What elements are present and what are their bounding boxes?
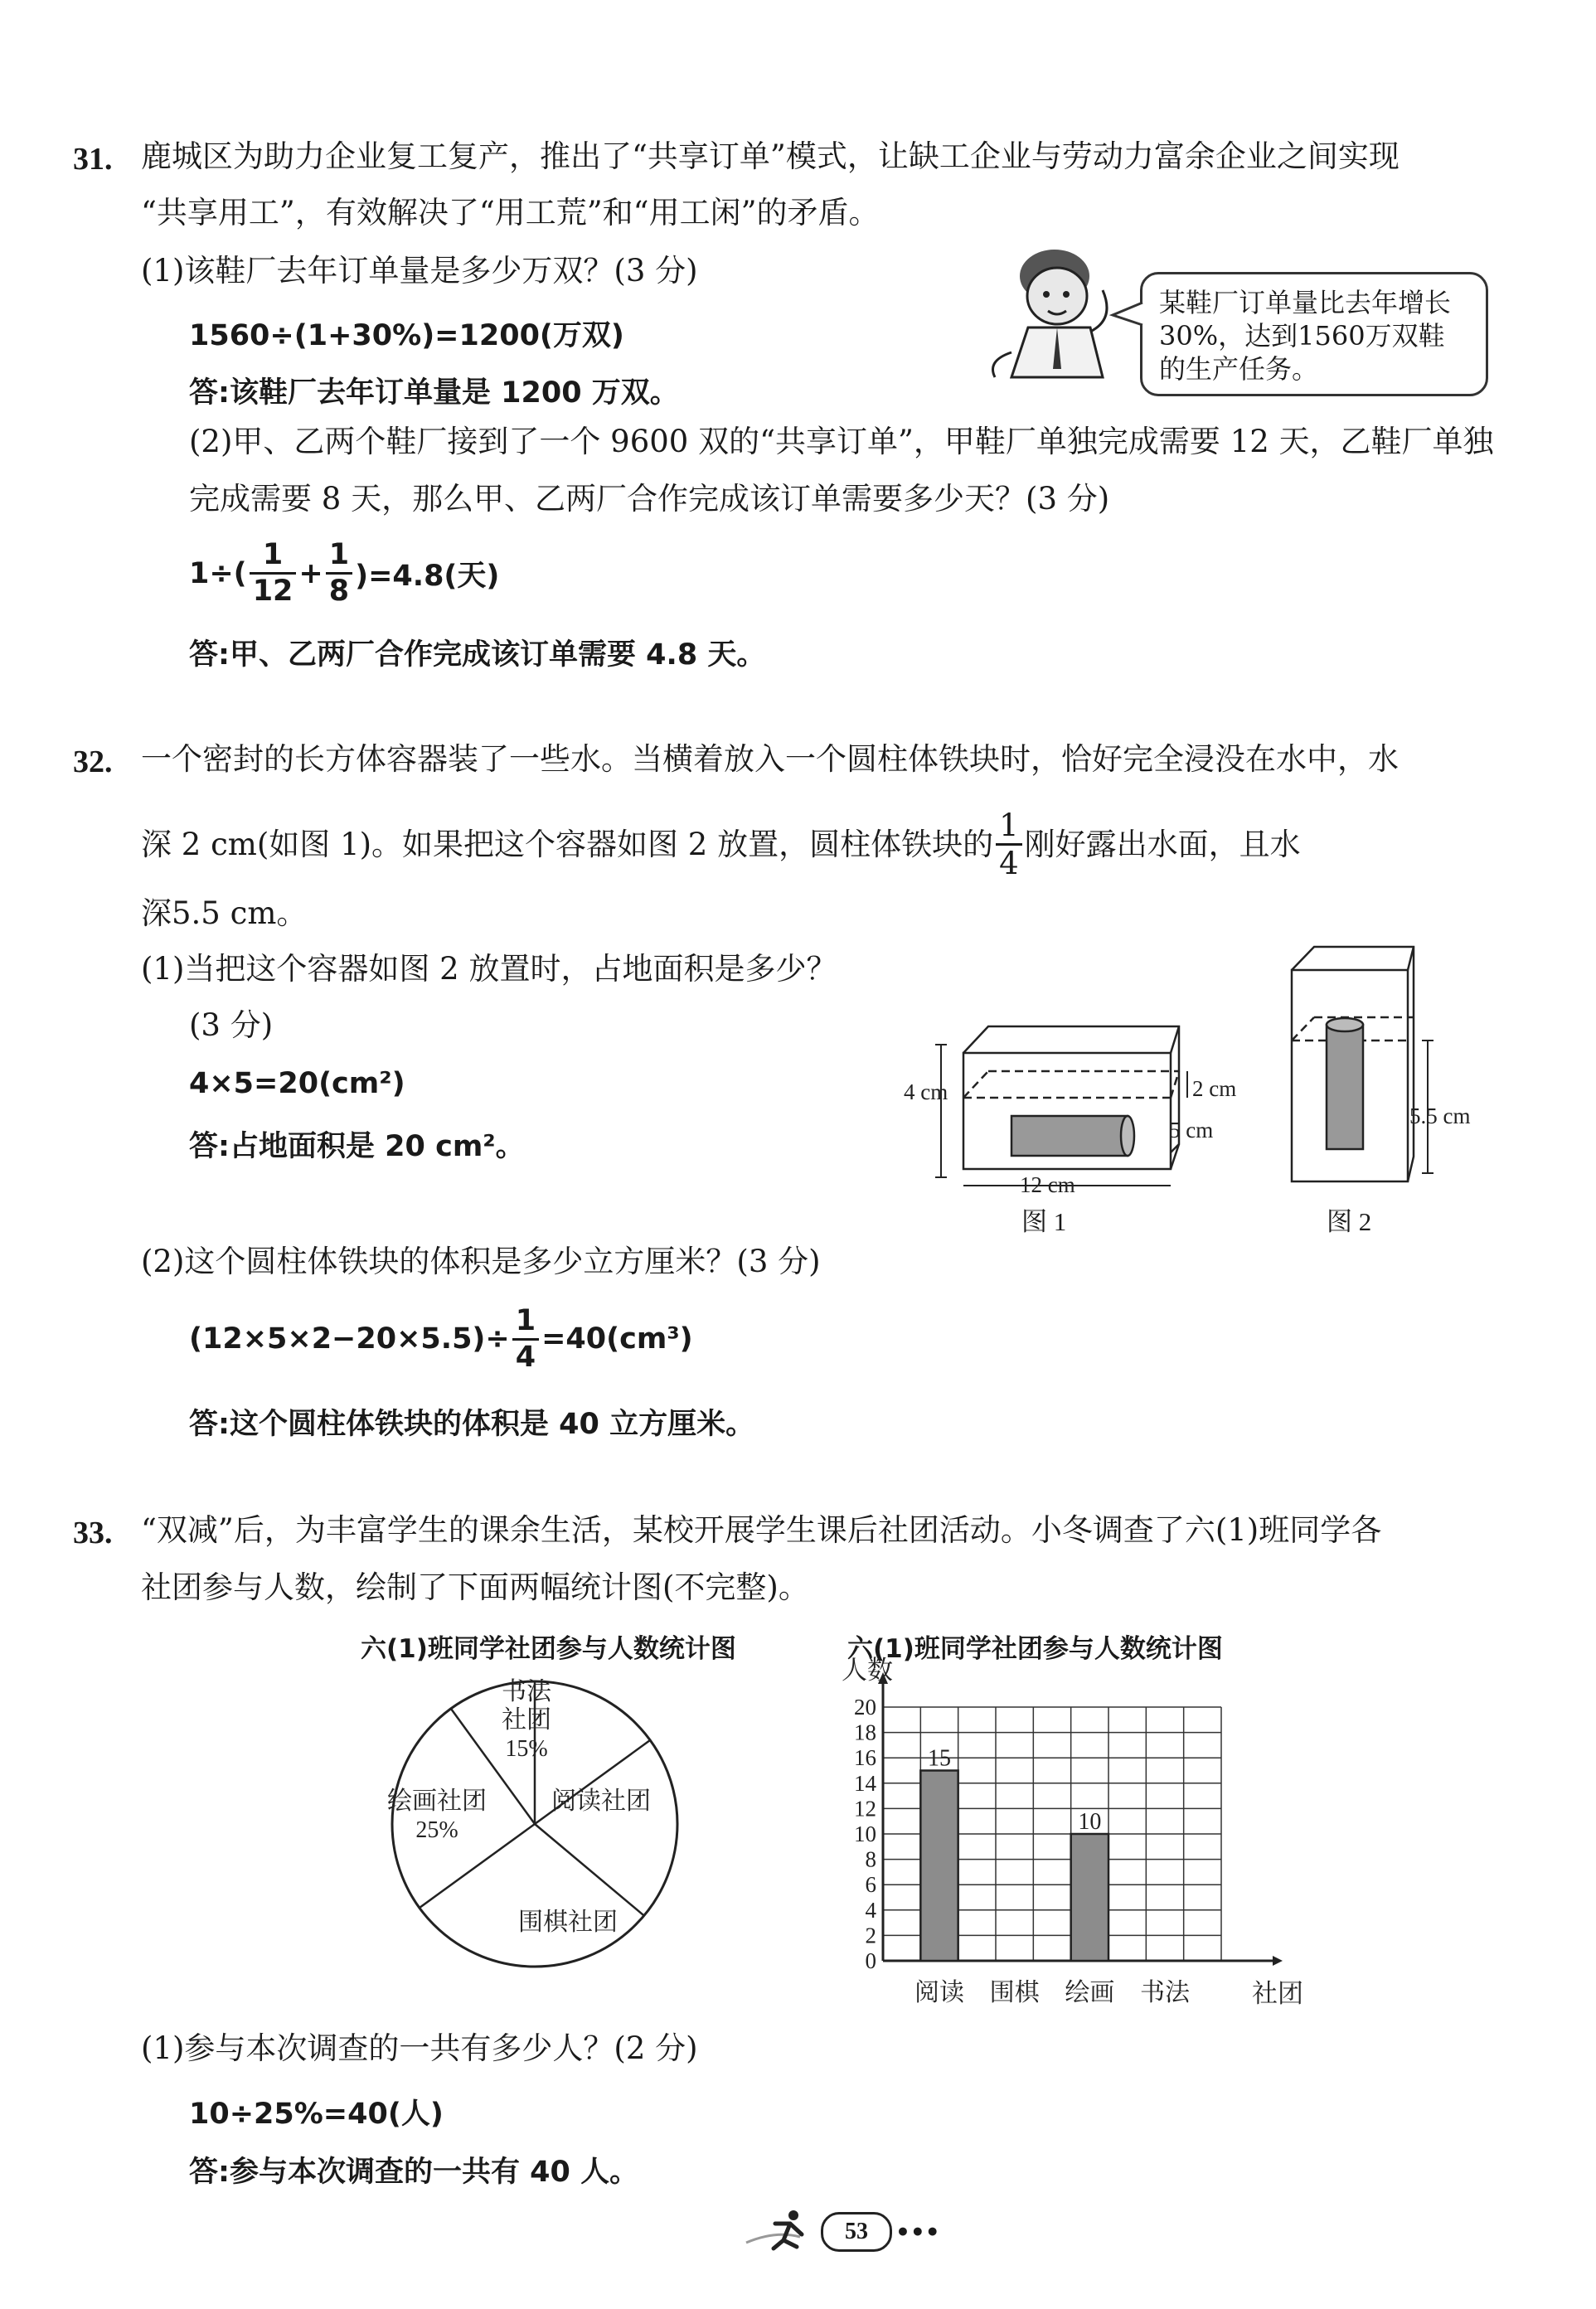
q32-part1-score: (3 分) (189, 1007, 274, 1043)
bar-chart-title: 六(1)班同学社团参与人数统计图 (847, 1634, 1223, 1664)
work-prefix: 1÷( (189, 556, 247, 590)
question-32-number: 32. (73, 745, 113, 779)
question-31-text-line2: “共享用工”，有效解决了“用工荒”和“用工闲”的矛盾。 (141, 195, 880, 230)
q32-part2-question: (2)这个圆柱体铁块的体积是多少立方厘米？(3 分) (141, 1244, 821, 1279)
figure-2-caption: 图 2 (1327, 1207, 1372, 1236)
speech-bubble-tail (1111, 298, 1144, 332)
pie-slice-percent-3: 25% (415, 1817, 458, 1843)
pie-chart-title: 六(1)班同学社团参与人数统计图 (361, 1634, 736, 1664)
q31-part2-answer: 答:甲、乙两厂合作完成该订单需要 4.8 天。 (189, 638, 766, 672)
q32-part1-work: 4×5=20(cm²) (189, 1067, 405, 1100)
pie-slice-label-2-0: 围棋社团 (518, 1909, 618, 1936)
question-33-text-line2: 社团参与人数，绘制了下面两幅统计图(不完整)。 (141, 1569, 809, 1605)
speech-bubble-text: 某鞋厂订单量比去年增长30%，达到1560万双鞋的生产任务。 (1159, 287, 1452, 385)
q32-part1-answer: 答:占地面积是 20 cm²。 (189, 1130, 525, 1163)
q31-part1-work: 1560÷(1+30%)=1200(万双) (189, 319, 624, 352)
q32-part2-work: (12×5×2−20×5.5)÷ $\frac{1}{4}$ =40(cm³) (189, 1303, 693, 1374)
pie-slice-label-3-0: 绘画社团 (387, 1788, 487, 1815)
bar-y-tick-14: 14 (854, 1770, 876, 1796)
runner-logo-icon (742, 2205, 825, 2255)
bar-value-label-2: 10 (1078, 1809, 1102, 1835)
page-number: 53 (821, 2212, 892, 2252)
figure-2-box-vertical (1277, 945, 1509, 1194)
q32-part1-question: (1)当把这个容器如图 2 放置时，占地面积是多少？ (141, 951, 837, 987)
page-dots-decoration: ••• (895, 2219, 940, 2246)
q33-part1-question: (1)参与本次调查的一共有多少人？(2 分) (141, 2030, 698, 2066)
bar-y-tick-12: 12 (854, 1796, 876, 1821)
bar-2 (1071, 1834, 1108, 1961)
figure-1-box-horizontal (895, 1011, 1260, 1197)
work-suffix: )=4.8(天) (355, 559, 500, 593)
bar-y-tick-20: 20 (854, 1695, 876, 1720)
q33-part1-answer: 答:参与本次调查的一共有 40 人。 (189, 2156, 639, 2189)
bar-category-label-1: 围棋 (989, 1978, 1040, 2007)
bar-x-axis-label: 社团 (1252, 1979, 1303, 2009)
q31-part2-work (189, 538, 500, 608)
bar-category-label-2: 绘画 (1065, 1978, 1115, 2007)
pie-chart (377, 1675, 692, 1973)
fig1-water-label: 2 cm (1192, 1076, 1237, 1101)
bar-y-tick-4: 4 (865, 1897, 876, 1923)
fraction-1-12: $\frac{1}{12}$ (250, 541, 297, 606)
q31-part1-answer: 答:该鞋厂去年订单量是 1200 万双。 (189, 376, 679, 410)
fraction-1-4-work: $\frac{1}{4}$ (512, 1307, 539, 1372)
question-32-text-line3: 深5.5 cm。 (141, 895, 308, 931)
pie-slice-percent-0: 15% (505, 1736, 548, 1762)
question-33-number: 33. (73, 1516, 113, 1550)
fraction-1-8: $\frac{1}{8}$ (326, 541, 352, 606)
bar-y-axis-label: 人数 (842, 1656, 893, 1686)
fig1-width-label: 5 cm (1169, 1118, 1214, 1142)
bar-category-label-0: 阅读 (914, 1978, 964, 2007)
bar-y-tick-10: 10 (854, 1821, 876, 1846)
bar-category-label-3: 书法 (1140, 1978, 1190, 2007)
bar-y-tick-8: 8 (865, 1846, 876, 1872)
fig1-height-label: 4 cm (904, 1079, 948, 1104)
pie-slice-label-1-0: 阅读社团 (551, 1788, 651, 1815)
fig2-water-label: 5.5 cm (1409, 1104, 1471, 1128)
bar-value-label-0: 15 (928, 1745, 951, 1772)
q31-part2-question-line1: (2)甲、乙两个鞋厂接到了一个 9600 双的“共享订单”，甲鞋厂单独完成需要 12 天，乙鞋厂单独 (189, 424, 1494, 459)
q31-part1-question: (1)该鞋厂去年订单量是多少万双？(3 分) (141, 253, 698, 289)
bar-y-tick-0: 0 (865, 1948, 876, 1973)
bar-y-tick-18: 18 (854, 1720, 876, 1745)
q32-part2-answer: 答:这个圆柱体铁块的体积是 40 立方厘米。 (189, 1408, 755, 1441)
q33-part1-work: 10÷25%=40(人) (189, 2098, 444, 2131)
bar-y-tick-16: 16 (854, 1745, 876, 1771)
pie-slice-label-0-0: 书法 (502, 1678, 551, 1705)
question-32-text-line2: 深 2 cm(如图 1)。如果把这个容器如图 2 放置，圆柱体铁块的 $\frac{1}{4}$ 刚好露出水面，且水 (141, 807, 1301, 881)
plus-sign: + (298, 556, 323, 590)
question-32-text-line1: 一个密封的长方体容器装了一些水。当横着放入一个圆柱体铁块时，恰好完全浸没在水中，水 (141, 741, 1399, 777)
speech-bubble (1140, 272, 1488, 396)
bar-y-tick-6: 6 (865, 1872, 876, 1898)
pie-slice-label-0-1: 社团 (502, 1706, 551, 1734)
bar-y-tick-2: 2 (865, 1923, 876, 1948)
fig1-length-label: 12 cm (1020, 1172, 1075, 1197)
fraction-1-4: $\frac{1}{4}$ (996, 810, 1022, 879)
bar-x-axis-arrow (1273, 1956, 1283, 1966)
bar-0 (920, 1771, 958, 1962)
figure-1-caption: 图 1 (1021, 1207, 1067, 1236)
q31-part2-question-line2: 完成需要 8 天，那么甲、乙两厂合作完成该订单需要多少天？(3 分) (189, 481, 1110, 517)
bar-chart (821, 1654, 1303, 2011)
question-31-number: 31. (73, 142, 113, 177)
question-33-text-line1: “双减”后，为丰富学生的课余生活，某校开展学生课后社团活动。小冬调查了六(1)班同学各 (141, 1512, 1382, 1548)
question-31-text-line1: 鹿城区为助力企业复工复产，推出了“共享订单”模式，让缺工企业与劳动力富余企业之间实现 (141, 138, 1400, 174)
